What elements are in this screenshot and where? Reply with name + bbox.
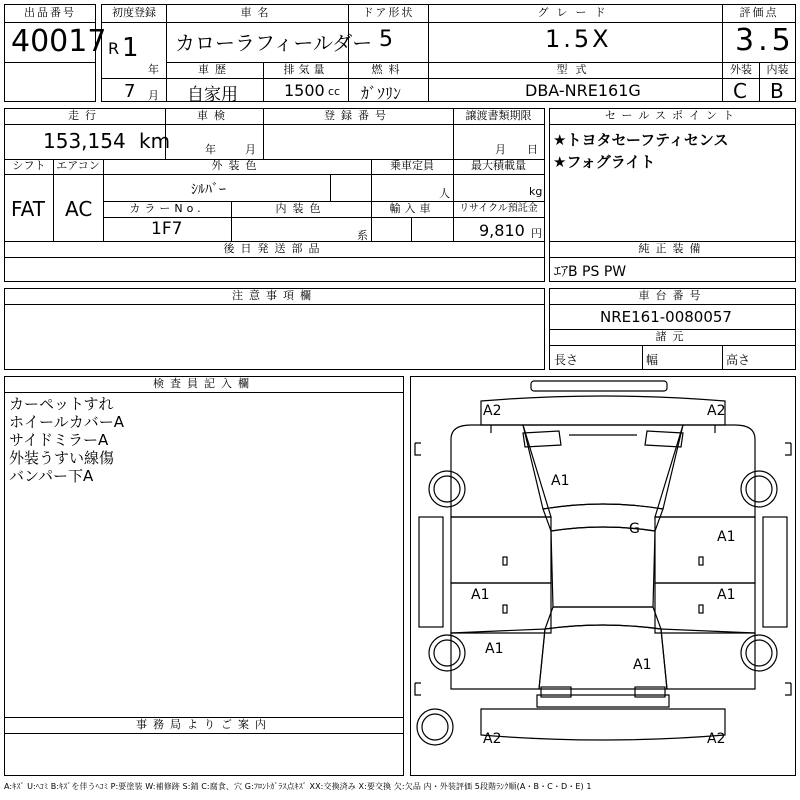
history-cell	[166, 62, 264, 105]
sales-point-item: ★フォグライト	[553, 153, 656, 171]
interior-grade-value: B	[770, 79, 784, 103]
mileage-value: 153,154	[43, 129, 126, 153]
max-load-label: 最大積載量	[471, 159, 526, 172]
grade-cell	[428, 4, 723, 63]
vehicle-details-table	[4, 108, 545, 242]
transfer-deadline-label: 譲渡書類期限	[465, 109, 532, 122]
interior-grade-cell	[759, 62, 796, 102]
car-name-cell	[166, 4, 373, 63]
ac-label: エアコン	[56, 159, 100, 172]
ac-value: AC	[65, 197, 93, 221]
mileage-label: 走行	[68, 109, 102, 122]
notes-label: 注意事項欄	[232, 289, 317, 302]
car-diagram-svg	[411, 377, 795, 775]
inspector-note-line: 外装うすい線傷	[9, 449, 115, 467]
damage-mark: A1	[717, 587, 736, 603]
color-number-value: 1F7	[151, 219, 183, 239]
damage-mark: A2	[483, 403, 502, 419]
grade-value: 1.5X	[545, 25, 612, 53]
displacement-unit: cc	[328, 85, 341, 98]
month-unit: 月	[148, 89, 159, 102]
mileage-unit: km	[139, 129, 171, 153]
inspector-notes-cell	[4, 376, 404, 718]
inspection-month-unit: 月	[245, 143, 256, 156]
registration-number-label: 登録番号	[324, 109, 392, 122]
exterior-color-value: ｼﾙﾊﾞｰ	[191, 182, 226, 198]
exterior-grade-value: C	[733, 79, 747, 103]
lot-number-label: 出品番号	[24, 6, 76, 19]
score-value: 3.5	[735, 23, 795, 58]
width-label: 幅	[646, 353, 659, 367]
recycle-deposit-value: 9,810	[479, 221, 525, 240]
legend-text: A:ｷｽﾞ U:ﾍｺﾐ B:ｷｽﾞを伴うﾍｺﾐ P:要塗装 W:補修跡 S:錆 C:腐食、穴 G:ﾌﾛﾝﾄｶﾞﾗｽ点ｷｽﾞ XX:交換済み X:要交換 欠:欠品 内・外装評価 5段階ﾗﾝｸ順(A・B・C・D・E) 1	[4, 782, 592, 791]
displacement-label: 排気量	[283, 63, 329, 76]
exterior-grade-label: 外装	[730, 63, 752, 76]
damage-diagram	[410, 376, 796, 776]
inspector-note-line: ホイールカバーA	[9, 413, 124, 431]
first-registration-cell	[101, 4, 167, 102]
exterior-color-label: 外装色	[211, 159, 263, 172]
transfer-month-unit: 月	[495, 143, 506, 156]
inspector-note-line: サイドミラーA	[9, 431, 109, 449]
history-label: 車歴	[198, 63, 232, 76]
office-notice-label: 事務局よりご案内	[136, 718, 272, 731]
sales-points-cell	[549, 108, 796, 242]
inspector-notes-label: 検査員記入欄	[153, 377, 255, 390]
chassis-spec-cell	[549, 288, 796, 370]
recycle-deposit-label: リサイクル預託金	[459, 203, 538, 214]
exterior-grade-cell	[722, 62, 760, 102]
lot-blank-cell	[4, 62, 96, 102]
score-cell	[722, 4, 796, 63]
interior-grade-label: 内装	[766, 63, 789, 76]
capacity-unit: 人	[439, 187, 450, 200]
equipment-label: 純正装備	[638, 242, 707, 255]
displacement-cell	[263, 62, 349, 102]
height-label: 高さ	[726, 353, 751, 367]
inspector-note-line: カーペットすれ	[9, 395, 114, 413]
color-number-label: カラーNo.	[129, 202, 205, 215]
damage-mark: A2	[707, 403, 726, 419]
damage-mark: A1	[485, 641, 504, 657]
model-cell	[428, 62, 723, 102]
history-value: 自家用	[187, 85, 238, 105]
inspector-note-line: バンパー下A	[9, 467, 94, 485]
import-label: 輸入車	[389, 202, 435, 215]
lot-number-value: 40017	[11, 24, 107, 59]
damage-mark: A1	[717, 529, 736, 545]
inspection-label: 車検	[197, 109, 231, 122]
fuel-cell	[348, 62, 429, 102]
shift-label: シフト	[12, 159, 46, 172]
damage-mark: A2	[707, 731, 726, 747]
chassis-number-label: 車台番号	[638, 289, 707, 302]
shift-value: FAT	[11, 197, 46, 221]
score-label: 評価点	[739, 6, 779, 19]
era-value: R	[108, 39, 120, 58]
fuel-label: 燃料	[371, 63, 406, 76]
chassis-number-value: NRE161-0080057	[600, 308, 732, 326]
spec-label: 諸元	[655, 330, 690, 343]
model-value: DBA-NRE161G	[525, 81, 641, 100]
interior-color-label: 内装色	[275, 202, 327, 215]
inspection-year-unit: 年	[205, 143, 216, 156]
damage-mark: G	[629, 521, 640, 537]
capacity-label: 乗車定員	[390, 159, 434, 172]
interior-color-unit: 系	[357, 229, 368, 242]
transfer-day-unit: 日	[527, 143, 538, 156]
lot-number-cell	[4, 4, 107, 63]
sales-point-item: ★トヨタセーフティセンス	[553, 131, 729, 149]
delivery-parts-label: 後日発送部品	[223, 242, 326, 255]
recycle-deposit-unit: 円	[531, 227, 542, 240]
year-unit: 年	[148, 63, 159, 76]
equipment-value: ｴｱB PS PW	[554, 264, 627, 280]
door-cell	[348, 4, 429, 63]
max-load-unit: kg	[529, 185, 543, 198]
equipment-cell	[549, 241, 796, 282]
damage-mark: A1	[551, 473, 570, 489]
era-year-value: 1	[122, 33, 139, 63]
model-label: 型式	[556, 63, 595, 76]
damage-mark: A1	[633, 657, 652, 673]
fuel-value: ｶﾞｿﾘﾝ	[361, 84, 402, 103]
office-notice-cell	[4, 717, 404, 776]
displacement-value: 1500	[284, 81, 325, 100]
door-value: 5	[379, 27, 393, 52]
damage-mark: A1	[471, 587, 490, 603]
door-label: ドア形状	[362, 6, 415, 19]
car-name-label: 車名	[240, 6, 275, 19]
month-value: 7	[124, 81, 136, 102]
delivery-parts-cell	[4, 241, 545, 282]
damage-mark: A2	[483, 731, 502, 747]
notes-cell	[4, 288, 545, 370]
first-registration-label: 初度登録	[112, 6, 156, 19]
car-name-value: カローラフィールダー	[175, 31, 373, 55]
sales-points-label: セールスポイント	[604, 109, 740, 122]
length-label: 長さ	[554, 353, 579, 367]
grade-label: グレード	[537, 6, 614, 19]
